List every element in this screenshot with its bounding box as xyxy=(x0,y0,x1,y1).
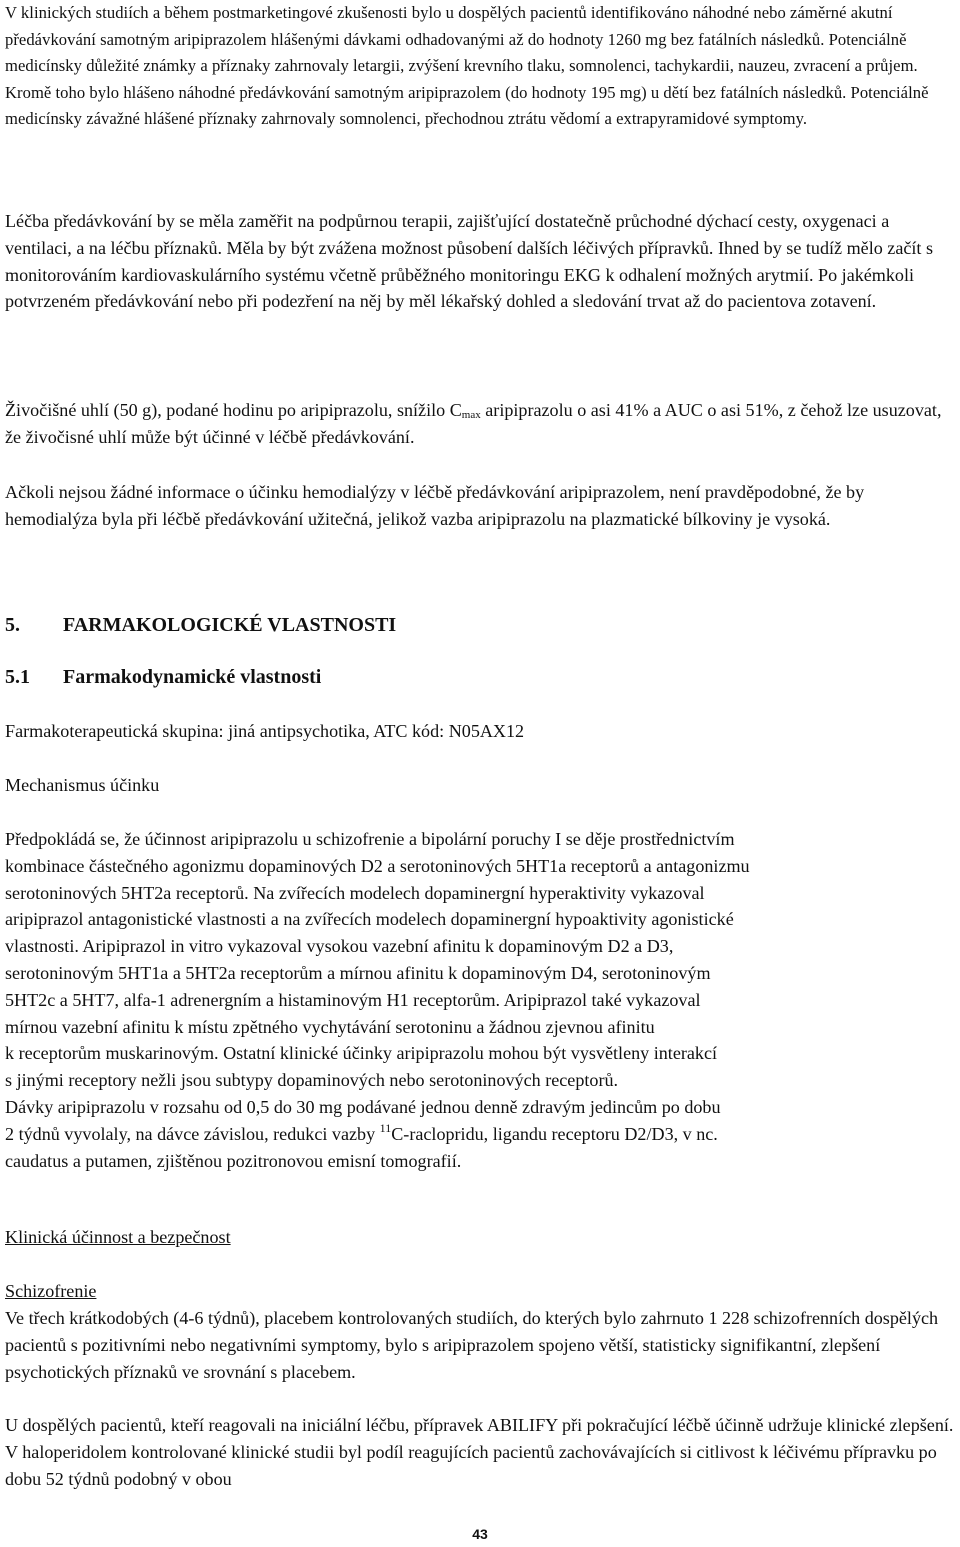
mechanism-line: s jinými receptory nežli jsou subtypy dopaminových nebo serotoninových receptorů. xyxy=(5,1070,619,1091)
section-5-number: 5. xyxy=(5,614,20,636)
mechanism-heading: Mechanismus účinku xyxy=(5,775,160,795)
mechanism-line: vlastnosti. Aripiprazol in vitro vykazoval vysokou vazební afinitu k dopaminovým D2 a D3, xyxy=(5,936,674,957)
mechanism-line: serotoninových 5HT2a receptorů. Na zvířecích modelech dopaminergní hyperaktivity vykazoval xyxy=(5,882,705,903)
page-number: 43 xyxy=(472,1526,488,1542)
cmax-subscript: max xyxy=(461,409,481,421)
mechanism-line: k receptorům muskarinovým. Ostatní klinické účinky aripiprazolu mohou být vysvětleny interakcí xyxy=(5,1043,718,1064)
clinical-efficacy-heading: Klinická účinnost a bezpečnost xyxy=(5,1227,231,1247)
section-5-1-heading xyxy=(5,664,321,690)
raclopride-text-start: 2 týdnů vyvolaly, na dávce závislou, redukci vazby xyxy=(5,1123,380,1144)
overdose-management-paragraph: Léčba předávkování by se měla zaměřit na podpůrnou terapii, zajišťující dostatečně průchodné dýchací cesty, oxygenaci a ventilaci, a na léčbu příznaků. Měla by být zvážena možnost působení dalších léčivých přípravků. Ihned by se tudíž mělo začít s monitorováním kardiovaskulárního systému včetně průběžného monitoringu EKG k odhalení možných arytmií. Po jakémkoli potvrzeném předávkování nebo při podezření na něj by měl lékařský dohled a sledování trvat až do pacientova zotavení. xyxy=(5,211,934,312)
mechanism-paragraph xyxy=(5,826,750,1174)
activated-charcoal-paragraph xyxy=(5,397,960,451)
mechanism-line: Předpokládá se, že účinnost aripiprazolu u schizofrenie a bipolární poruchy I se děje prostřednictvím xyxy=(5,829,735,849)
short-term-studies-paragraph: Ve třech krátkodobých (4-6 týdnů), placebem kontrolovaných studiích, do kterých bylo zahrnuto 1 228 schizofrenních dospělých pacientů s pozitivními nebo negativními symptomy, bylo s aripiprazolem spojeno větší, statisticky signifikantní, zlepšení psychotických příznaků ve srovnání s placebem. xyxy=(5,1308,939,1382)
charcoal-text-start: Živočišné uhlí (50 g), podané hodinu po aripiprazolu, snížilo C xyxy=(5,400,462,420)
pharmacotherapeutic-group: Farmakoterapeutická skupina: jiná antipsychotika, ATC kód: N05AX12 xyxy=(5,721,525,741)
mechanism-line: mírnou vazební afinitu k místu zpětného vychytávání serotoninu a žádnou zjevnou afinitu xyxy=(5,1016,655,1037)
maintenance-paragraph: U dospělých pacientů, kteří reagovali na iniciální léčbu, přípravek ABILIFY při pokračující léčbě účinně udržuje klinické zlepšení. V haloperidolem kontrolované klinické studii byl podíl reagujících pacientů zachovávajících si citlivost k léčivému přípravku po dobu 52 týdnů podobný v obou xyxy=(5,1415,954,1489)
schizophrenia-heading: Schizofrenie xyxy=(5,1281,97,1301)
mechanism-line: Dávky aripiprazolu v rozsahu od 0,5 do 30 mg podávané jednou denně zdravým jedincům po dobu xyxy=(5,1096,721,1117)
overdose-paragraph: V klinických studiích a během postmarketingové zkušenosti bylo u dospělých pacientů identifikováno náhodné nebo záměrné akutní předávkování samotným aripiprazolem hlášenými dávkami odhadovanými až do hodnoty 1260 mg bez fatálních následků. Potenciálně medicínsky důležité známky a příznaky zahrnovaly letargii, zvýšení krevního tlaku, somnolenci, tachykardii, nauzeu, zvracení a průjem. Kromě toho bylo hlášeno náhodné předávkování samotným aripiprazolem (do hodnoty 195 mg) u dětí bez fatálních následků. Potenciálně medicínsky závažné hlášené příznaky zahrnovaly somnolenci, přechodnou ztrátu vědomí a extrapyramidové symptomy. xyxy=(5,3,929,129)
hemodialysis-paragraph: Ačkoli nejsou žádné informace o účinku hemodialýzy v léčbě předávkování aripiprazolem, není pravděpodobné, že by hemodialýza byla při léčbě předávkování užitečná, jelikož vazba aripiprazolu na plazmatické bílkoviny je vysoká. xyxy=(5,482,865,529)
section-5-heading xyxy=(5,612,396,638)
mechanism-line: serotoninovým 5HT1a a 5HT2a receptorům a mírnou afinitu k dopaminovým D4, serotoninovým xyxy=(5,962,711,983)
mechanism-line: caudatus a putamen, zjištěnou pozitronovou emisní tomografií. xyxy=(5,1150,462,1171)
mechanism-line: 5HT2c a 5HT7, alfa-1 adrenergním a histaminovým H1 receptorům. Aripiprazol také vykazoval xyxy=(5,989,701,1010)
mechanism-line xyxy=(5,1121,750,1148)
charcoal-text-end: aripiprazolu o asi 41% a AUC o asi 51%, z čehož lze usuzovat, že živočisné uhlí může být účinné v léčbě předávkování. xyxy=(5,400,942,447)
isotope-superscript: 11 xyxy=(379,1120,392,1135)
section-5-1-title: Farmakodynamické vlastnosti xyxy=(63,666,322,688)
raclopride-text-end: C-raclopridu, ligandu receptoru D2/D3, v nc. xyxy=(391,1123,718,1144)
section-5-title: FARMAKOLOGICKÉ VLASTNOSTI xyxy=(63,614,397,636)
mechanism-line: kombinace částečného agonizmu dopaminových D2 a serotoninových 5HT1a receptorů a antagonizmu xyxy=(5,855,750,876)
mechanism-line: aripiprazol antagonistické vlastnosti a na zvířecích modelech dopaminergní hypoaktivity agonistické xyxy=(5,909,734,930)
section-5-1-number: 5.1 xyxy=(5,666,30,688)
